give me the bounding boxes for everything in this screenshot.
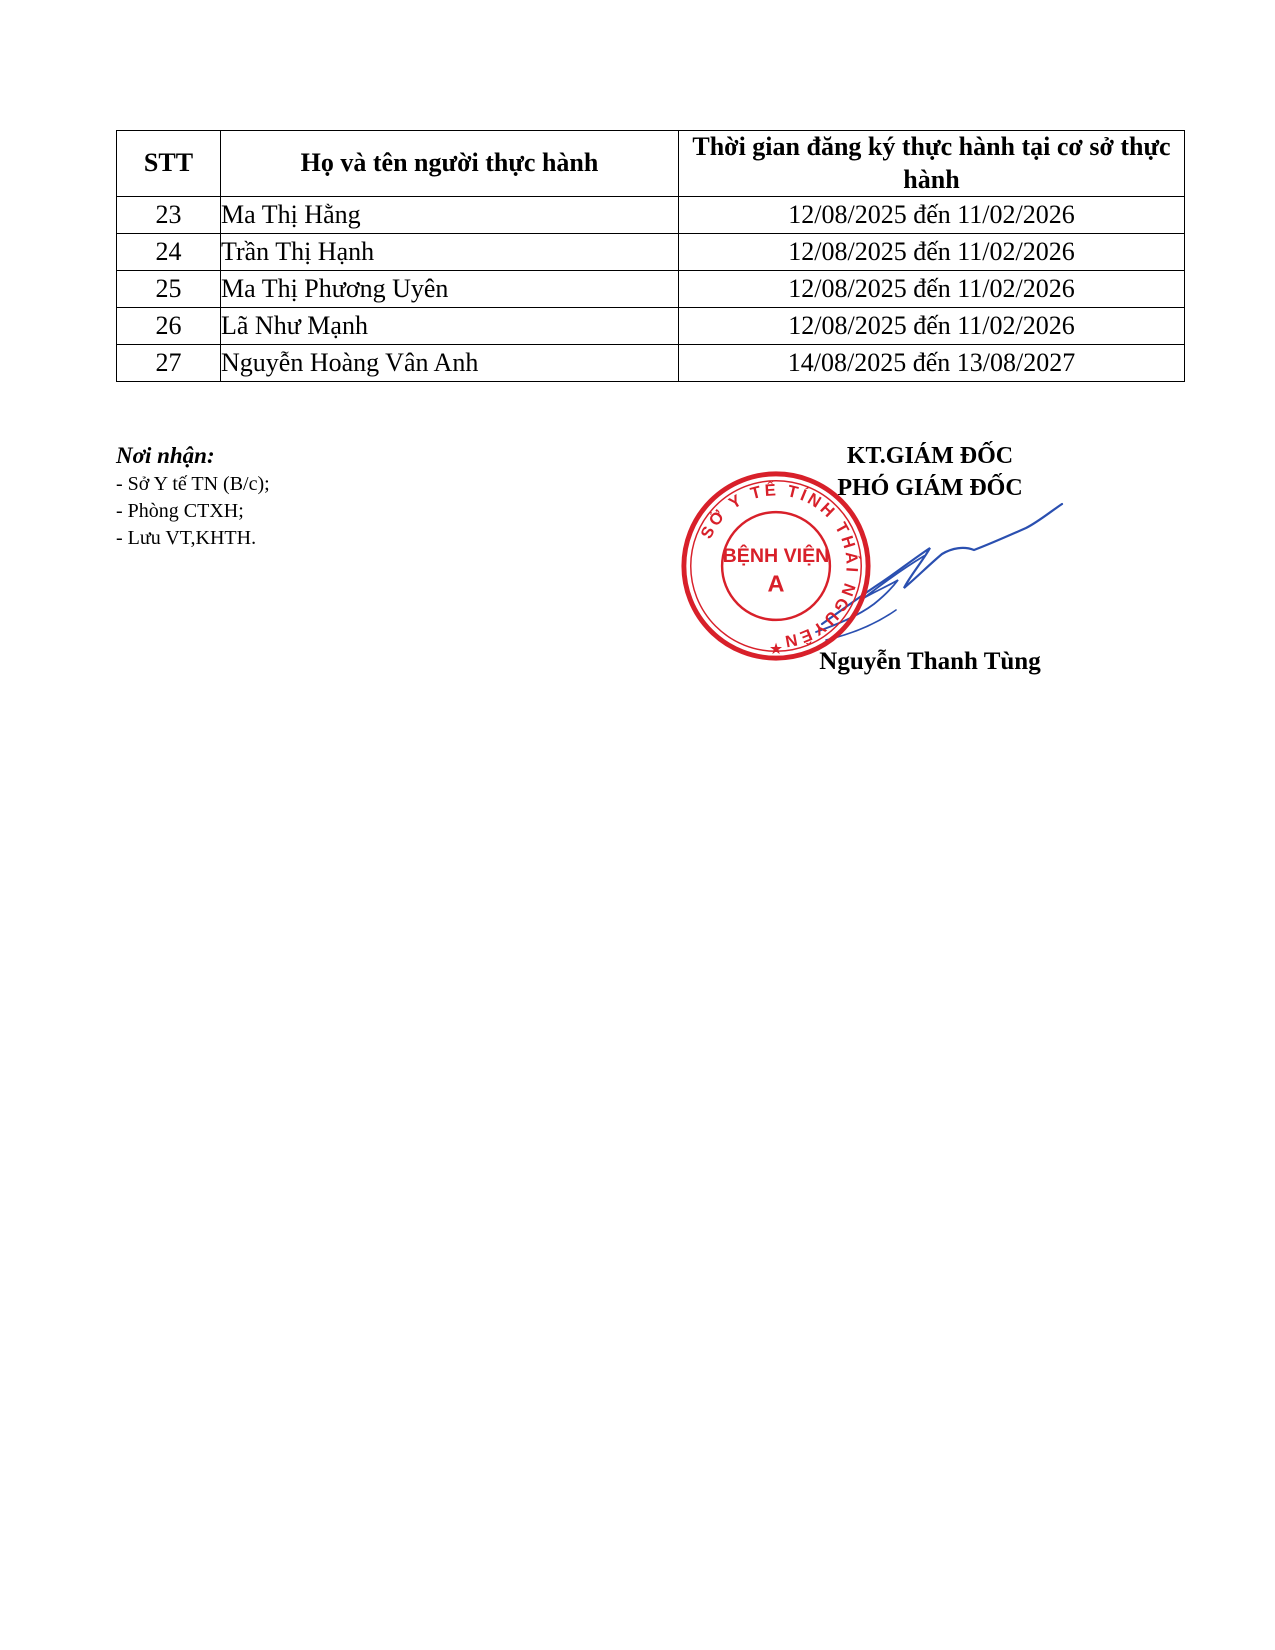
cell-stt: 27 (117, 345, 221, 382)
signature-title-line1: KT.GIÁM ĐỐC (846, 443, 1014, 469)
signer-name: Nguyễn Thanh Tùng (819, 648, 1041, 675)
practitioner-table (116, 130, 1185, 382)
table-header-row (117, 131, 1185, 197)
header-time: Thời gian đăng ký thực hành tại cơ sở thực hành (679, 131, 1185, 197)
header-name: Họ và tên người thực hành (221, 131, 679, 197)
cell-stt: 26 (117, 308, 221, 345)
cell-name: Lã Như Mạnh (221, 308, 679, 345)
table-row (117, 345, 1185, 382)
cell-stt: 25 (117, 271, 221, 308)
cell-time: 12/08/2025 đến 11/02/2026 (679, 271, 1185, 308)
signature-title-line2: PHÓ GIÁM ĐỐC (837, 475, 1023, 501)
recipient-item: - Phòng CTXH; (116, 500, 244, 522)
cell-name: Nguyễn Hoàng Vân Anh (221, 345, 679, 382)
red-stamp-seal (678, 468, 874, 664)
cell-time: 14/08/2025 đến 13/08/2027 (679, 345, 1185, 382)
table-row (117, 308, 1185, 345)
cell-stt: 24 (117, 234, 221, 271)
cell-name: Trần Thị Hạnh (221, 234, 679, 271)
recipient-item: - Sở Y tế TN (B/c); (116, 473, 270, 495)
stamp-ring-text: SỞ Y TẾ TỈNH THÁI NGUYÊN (696, 480, 862, 652)
stamp-star-icon: ★ (768, 639, 784, 659)
table-row (117, 197, 1185, 234)
recipient-item: - Lưu VT,KHTH. (116, 527, 257, 549)
table-row (117, 234, 1185, 271)
table-row (117, 271, 1185, 308)
recipients-title: Nơi nhận: (116, 443, 215, 468)
cell-time: 12/08/2025 đến 11/02/2026 (679, 308, 1185, 345)
stamp-center-line2: A (767, 570, 785, 597)
recipients-block (116, 443, 270, 552)
cell-name: Ma Thị Phương Uyên (221, 271, 679, 308)
cell-stt: 23 (117, 197, 221, 234)
cell-name: Ma Thị Hằng (221, 197, 679, 234)
cell-time: 12/08/2025 đến 11/02/2026 (679, 234, 1185, 271)
header-stt: STT (117, 131, 221, 197)
stamp-center-line1: BỆNH VIỆN (722, 545, 830, 568)
cell-time: 12/08/2025 đến 11/02/2026 (679, 197, 1185, 234)
